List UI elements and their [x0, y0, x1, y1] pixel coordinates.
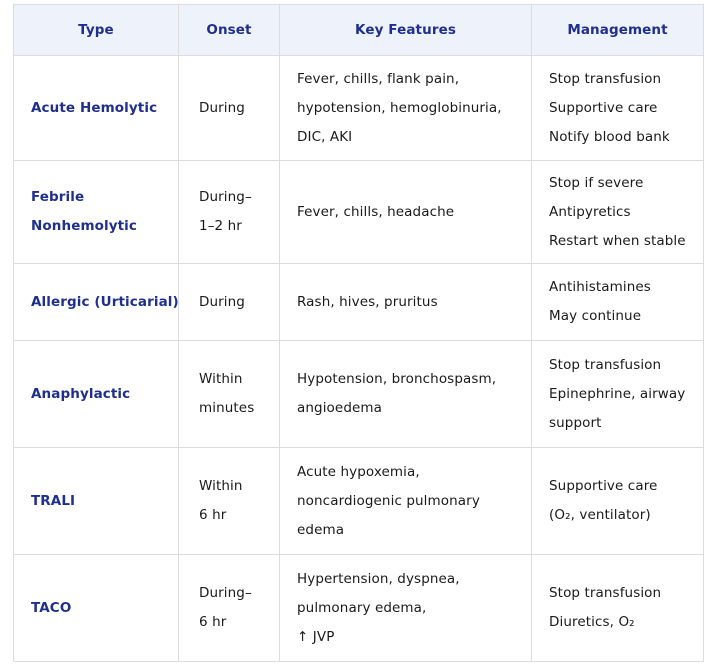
header-onset: Onset	[179, 5, 280, 56]
onset-cell	[179, 341, 280, 448]
features-text: pulmonary edema,	[297, 599, 427, 616]
management-text: Stop transfusion	[549, 70, 662, 87]
onset-text: minutes	[199, 400, 255, 416]
features-cell	[280, 56, 532, 161]
features-text: Hypotension, bronchospasm,	[297, 371, 497, 387]
type-text: Nonhemolytic	[31, 218, 138, 234]
table-row	[14, 341, 704, 448]
type-text: TACO	[31, 599, 72, 616]
features-cell	[280, 161, 532, 264]
onset-cell	[179, 56, 280, 161]
header-row	[14, 5, 704, 56]
onset-cell	[179, 555, 280, 662]
onset-cell	[179, 264, 280, 341]
type-cell	[14, 448, 179, 555]
type-text: Anaphylactic	[31, 385, 131, 402]
features-text: Hypertension, dyspnea,	[297, 570, 460, 587]
onset-text: 6 hr	[199, 614, 227, 630]
management-text: Diuretics, O₂	[549, 614, 635, 630]
onset-text: During	[199, 293, 245, 310]
management-text: (O₂, ventilator)	[549, 507, 651, 523]
type-text: Acute Hemolytic	[31, 99, 158, 116]
management-cell	[532, 264, 704, 341]
management-cell	[532, 341, 704, 448]
type-cell	[14, 264, 179, 341]
management-text: Stop transfusion	[549, 356, 662, 373]
management-text: Notify blood bank	[549, 128, 670, 145]
features-cell	[280, 555, 532, 662]
onset-text: During	[199, 99, 245, 116]
type-cell	[14, 555, 179, 662]
header-type: Type	[14, 5, 179, 56]
onset-text: Within	[199, 371, 243, 387]
management-text: Epinephrine, airway	[549, 385, 686, 402]
features-text: noncardiogenic pulmonary	[297, 492, 480, 509]
table-row	[14, 56, 704, 161]
management-text: Stop transfusion	[549, 585, 662, 601]
type-cell	[14, 341, 179, 448]
features-text: Fever, chills, flank pain,	[297, 70, 460, 87]
type-text: TRALI	[31, 492, 76, 509]
type-cell	[14, 161, 179, 264]
features-text: Rash, hives, pruritus	[297, 293, 438, 310]
management-text: Antipyretics	[549, 203, 631, 220]
features-text: Fever, chills, headache	[297, 203, 455, 220]
management-cell	[532, 56, 704, 161]
header-management: Management	[532, 5, 704, 56]
features-text: angioedema	[297, 400, 383, 416]
onset-cell	[179, 161, 280, 264]
management-cell	[532, 448, 704, 555]
features-text: Acute hypoxemia,	[297, 463, 420, 480]
features-text: ↑ JVP	[297, 628, 335, 645]
type-text: Allergic (Urticarial)	[31, 293, 179, 310]
type-text: Febrile	[31, 189, 85, 205]
onset-text: During–	[199, 585, 252, 601]
features-text: edema	[297, 521, 345, 538]
features-cell	[280, 264, 532, 341]
management-text: Supportive care	[549, 478, 658, 494]
features-text: DIC, AKI	[297, 128, 353, 145]
features-text: hypotension, hemoglobinuria,	[297, 99, 502, 116]
type-cell	[14, 56, 179, 161]
table-row	[14, 448, 704, 555]
management-cell	[532, 555, 704, 662]
management-text: May continue	[549, 308, 642, 324]
header-key-features: Key Features	[280, 5, 532, 56]
table-row	[14, 555, 704, 662]
onset-text: 1–2 hr	[199, 218, 242, 234]
management-text: support	[549, 414, 602, 431]
onset-text: Within	[199, 478, 243, 494]
features-cell	[280, 341, 532, 448]
features-cell	[280, 448, 532, 555]
management-text: Stop if severe	[549, 174, 644, 191]
table-row	[14, 264, 704, 341]
transfusion-reactions-table-container	[13, 4, 703, 662]
onset-text: 6 hr	[199, 507, 227, 523]
onset-cell	[179, 448, 280, 555]
management-cell	[532, 161, 704, 264]
onset-text: During–	[199, 189, 252, 205]
management-text: Restart when stable	[549, 232, 686, 249]
transfusion-reactions-table	[13, 4, 704, 662]
management-text: Antihistamines	[549, 279, 651, 295]
table-row	[14, 161, 704, 264]
management-text: Supportive care	[549, 99, 658, 116]
